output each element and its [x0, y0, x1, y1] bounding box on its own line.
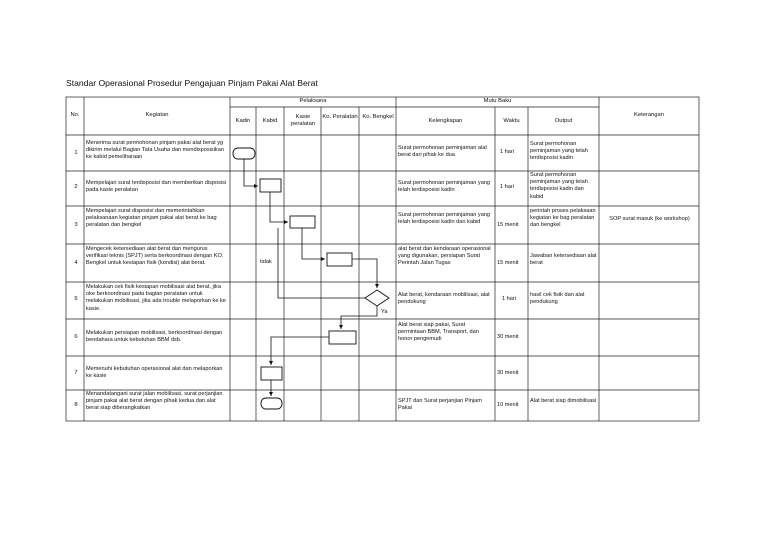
row-output: Alat berat siap dimobilisasi [530, 398, 597, 404]
header-pelaksana: Pelaksana [299, 98, 327, 104]
row-kelengkapan: alat berat dan kendaraan operasional yang digunakan, persiapan Surat Perintah Jalan Tugas [398, 246, 491, 267]
row-number: 8 [74, 402, 78, 408]
page-title: Standar Operasional Prosedur Pengajuan Pinjam Pakai Alat Berat [66, 78, 318, 88]
flow-label-tidak: tidak [260, 259, 272, 265]
flow-process-7 [261, 367, 282, 380]
row-kelengkapan: Alat berat siap pakai, Surat permintaan BBM, Transport, dan honor pengemudi [398, 322, 479, 343]
row-waktu: 1 hari [502, 296, 516, 302]
header-mutu-baku: Mutu Baku [483, 98, 512, 104]
row-output: Surat permohonan peminjaman yang telah terdisposisi kadin [530, 141, 588, 162]
flow-end-terminator [261, 398, 282, 409]
row-kelengkapan: SPJT dan Surat perjanjian Pinjam Pakai [398, 398, 482, 412]
row-waktu: 30 menit [497, 334, 519, 340]
header-no: No. [70, 112, 80, 118]
flow-process-6 [329, 331, 356, 344]
row-waktu: 10 menit [497, 402, 519, 408]
row-number: 6 [74, 334, 78, 340]
header-keterangan: Keterangan [634, 112, 664, 118]
row-number: 4 [74, 260, 78, 266]
row-number: 5 [74, 296, 78, 302]
row-number: 7 [74, 370, 78, 376]
row-kegiatan: Menandatangani surat jalan mobilisasi, surat perjanjian pinjam pakai alat berat dengan pihak kedua dan alat berat siap diberangkatkan [86, 391, 223, 412]
flow-process-3 [290, 216, 315, 228]
header-kegiatan: Kegiatan [145, 112, 169, 118]
row-waktu: 15 menit [497, 260, 519, 266]
row-kelengkapan: Surat permohonan peminjaman yang telah terdisposisi kadin [398, 180, 491, 194]
row-keterangan: SOP surat masuk (ke workshop) [609, 216, 690, 222]
row-kegiatan: Melakukan persiapan mobilisasi, berkoordinasi dengan bendahara untuk kebutuhan BBM dsb. [86, 330, 223, 344]
header-waktu: Waktu [503, 118, 520, 124]
row-kegiatan: Memenuhi kebutuhan operasional alat dan melaporkan ke kasie [86, 366, 223, 380]
row-waktu: 15 menit [497, 222, 519, 228]
flow-process-2 [260, 179, 281, 192]
row-kegiatan: Mengecek ketersediaan alat berat dan mengurus verifikasi teknis (SPJT) serta berkoordinasi dengan KO. Bengkel untuk kesiapan fisik (kondisi) alat berat. [86, 246, 224, 267]
row-kelengkapan: Surat permohonan peminjaman yang telah terdisposisi kadin dan kabid [398, 212, 491, 226]
flow-decision-5 [365, 290, 389, 306]
row-output: Jawaban ketersediaan alat berat [530, 253, 597, 267]
flow-start-terminator [233, 148, 255, 159]
row-output: Surat permohonan peminjaman yang telah terdisposisi kadin dan kabid [530, 172, 588, 200]
row-number: 1 [74, 150, 78, 156]
row-waktu: 1 hari [500, 149, 514, 155]
row-kegiatan: Melakukan cek fisik kesiapan mobilisasi alat berat, jika oke berkoordinasi pada bagian peralatan untuk melakukan mobilisasi, jika ada trouble melaporkan ke ke kasie. [86, 284, 226, 312]
flow-label-ya: Ya [381, 309, 388, 315]
row-waktu: 1 hari [500, 184, 514, 190]
header-ko-peralatan: Ko. Peralatan [322, 114, 358, 120]
header-kelengkapan: Kelengkapan [428, 118, 463, 124]
header-kabid: Kabid [262, 118, 278, 124]
row-kegiatan: Menerima surat permohonan pinjam pakai alat berat yg dikirim melalui Bagian Tata Usaha dan mendisposisikan ke kabid pemeliharaan [86, 140, 224, 161]
row-waktu: 30 menit [497, 370, 519, 376]
row-kelengkapan: Alat berat, kendaraan mobilisasi, alat pendukung [398, 292, 490, 306]
row-kegiatan: Mempelajari surat terdisposisi dan memberikan disposisi pada kasie peralatan [86, 180, 227, 194]
flow-process-4 [327, 253, 352, 266]
header-output: Output [554, 118, 573, 124]
header-kasie: Kasie peralatan [290, 114, 316, 127]
row-kelengkapan: Surat permohonan peminjaman alat berat dari pihak ke dua [398, 145, 487, 159]
row-output: perintah proses pelaksaan kegiatan ke bag peralatan dan bengkel [530, 208, 596, 229]
row-output: hasil cek fisik dan alat pendukung [530, 292, 585, 306]
header-ko-bengkel: Ko. Bengkel [362, 114, 394, 120]
row-number: 2 [74, 184, 78, 190]
row-number: 3 [74, 222, 78, 228]
row-kegiatan: Mempelajari surat disposisi dan memerintahkan pelaksanaan kegiatan pinjam pakai alat berat ke bag peralatan dan bengkel [86, 208, 217, 229]
header-kadin: Kadin [235, 118, 251, 124]
